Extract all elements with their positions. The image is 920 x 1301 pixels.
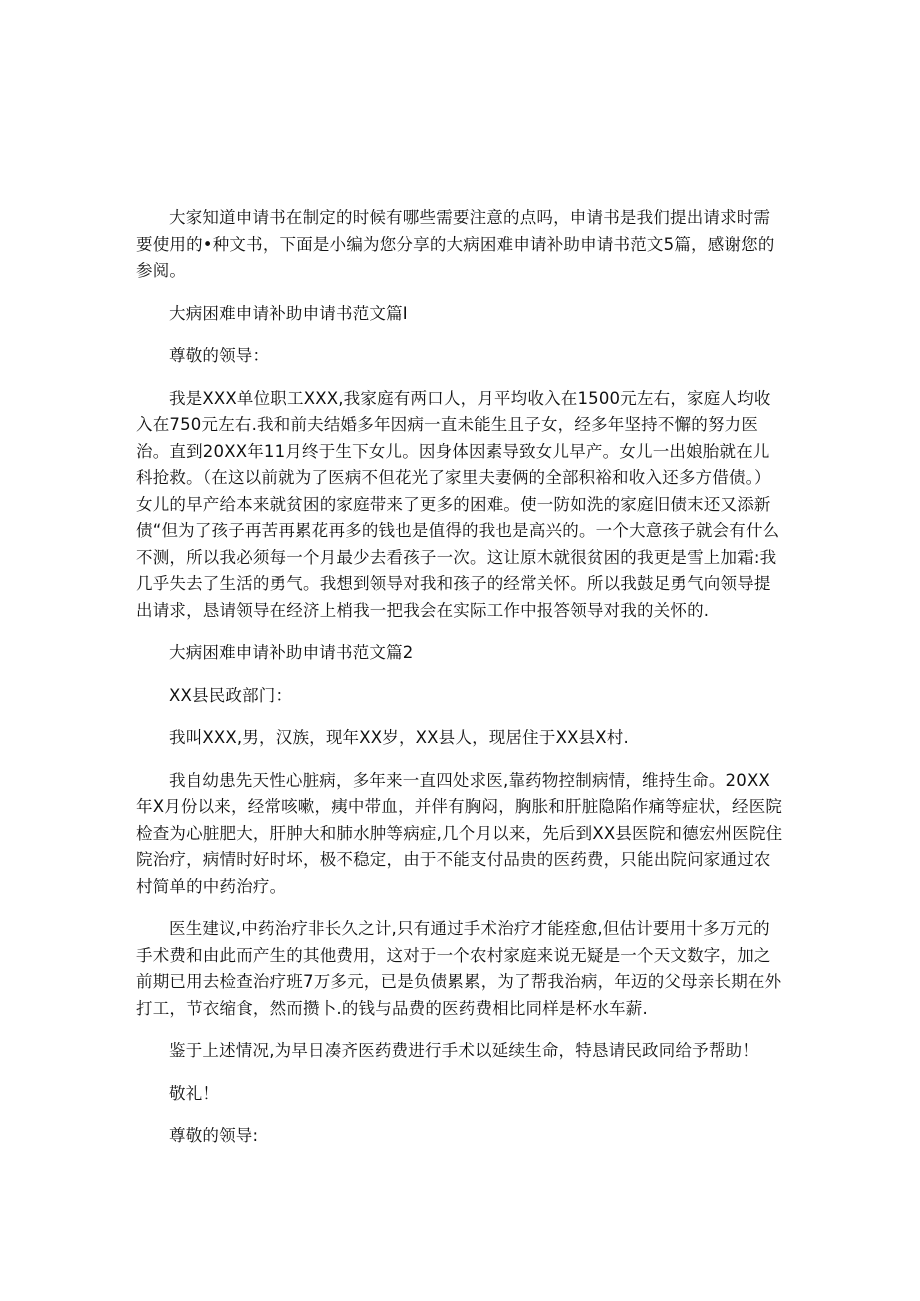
intro-paragraph: 大家知道申请书在制定的时候有哪些需要注意的点吗，申请书是我们提出请求时需要使用的•种文书，下面是小编为您分享的大病困难申请补助申请书范文5篇，感谢您的参阅。 bbox=[136, 208, 775, 280]
body-paragraph-1: 我是XXX单位职工XXX,我家庭有两口人，月平均收入在1500元左右，家庭人均收入在750元左右.我和前夫结婚多年因病一直未能生且子女，经多年坚持不懈的努力医治。直到20XX年11月终于生下女儿。因身体因素导致女儿早产。女儿一出娘胎就在儿科抢救。（在这以前就为了医病不但花光了家里夫妻俩的全部积裕和收入还多方借债。）女儿的早产给本来就贫困的家庭带来了更多的困难。使一防如洗的家庭旧债末还又添新债“但为了孩子再苦再累花再多的钱也是值得的我也是高兴的。一个大意孩子就会有什么不测，所以我必须每一个月最少去看孩子一次。这让原木就很贫困的我更是雪上加霜:我几乎失去了生活的勇气。我想到领导对我和孩子的经常关怀。所以我鼓足勇气向领导提出请求，恳请领导在经济上梢我一把我会在实际工作中报答领导对我的关怀的. bbox=[136, 388, 780, 620]
doctor-advice-paragraph: 医生建议,中药治疗非长久之计,只有通过手术治疗才能痊愈,但估计要用十多万元的手术费和由此而产生的其他费用，这对于一个农村家庭来说无疑是一个天文数字，加之前期已用去检查治疗班7万多元，已是负债累累，为了帮我治病，年迈的父母亲长期在外打工，节衣缩食，然而攒卜.的钱与品费的医药费相比同样是杯水车薪. bbox=[136, 919, 782, 1018]
salutation-1: 尊敬的领导： bbox=[169, 346, 270, 365]
medical-history-paragraph: 我自幼患先天性心脏病，多年来一直四处求医,靠药物控制病情，维持生命。20XX年X月份以来，经常咳嗽，痍中带血，并伴有胸闷，胸胀和肝脏隐陷作痛等症状，经医院检查为心脏肥大，肝肿大和肺水肿等病症,几个月以来，先后到XX县医院和德宏州医院住院治疗，病情时好时坏，极不稳定，由于不能支付品贵的医药费，只能出院问家通过农村简单的中药治疗。 bbox=[136, 770, 783, 896]
personal-info-paragraph: 我叫XXX,男，汉族，现年XX岁，XX县人，现居住于XX县X村. bbox=[169, 728, 629, 747]
section-heading-1: 大病困难申请补助申请书范文篇I bbox=[169, 303, 408, 323]
section-heading-2: 大病困难申请补助申请书范文篇2 bbox=[169, 643, 414, 662]
salutation-2: 尊敬的领导: bbox=[169, 1126, 259, 1145]
closing-line: 敬礼！ bbox=[169, 1083, 220, 1103]
request-paragraph: 鉴于上述情况,为早日凑齐医药费进行手术以延续生命，特恳请民政同给予帮助！ bbox=[169, 1041, 759, 1060]
recipient-line: XX县民政部门： bbox=[169, 685, 293, 705]
document-body bbox=[136, 205, 784, 1166]
